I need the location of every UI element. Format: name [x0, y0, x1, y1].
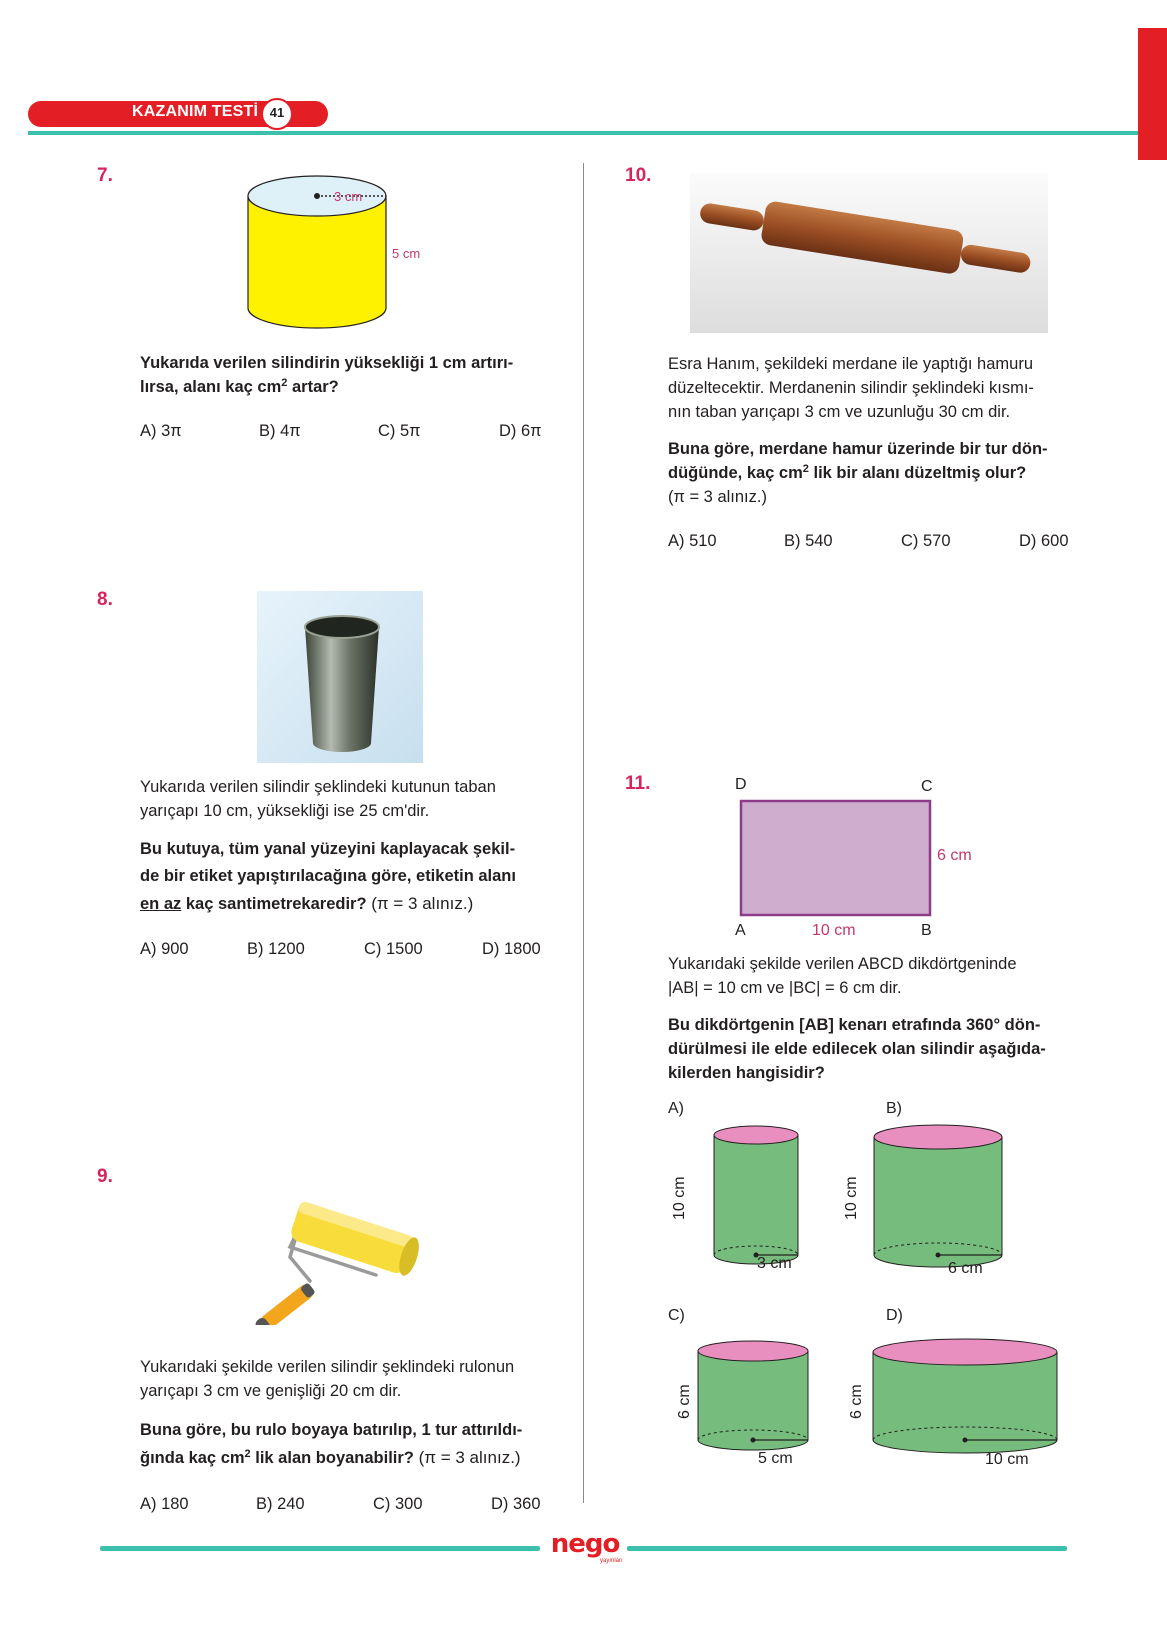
q11-number: 11. — [625, 773, 651, 794]
q8-text-line-2: yarıçapı 10 cm, yüksekliği ise 25 cm'dir. — [140, 802, 430, 820]
edge-tab-red-1 — [1138, 28, 1167, 160]
q11-question-line-1: Bu dikdörtgenin [AB] kenarı etrafında 360° dön- — [668, 1016, 1041, 1034]
q8-question-bold-end: kaç santimetrekaredir? — [181, 895, 367, 913]
q11-question-line-2: dürülmesi ile elde edilecek olan silindir aşağıda- — [668, 1040, 1046, 1058]
q10-question-end: lik bir alanı düzeltmiş olur? — [808, 464, 1027, 482]
q11-base-label: 10 cm — [812, 922, 856, 939]
column-divider — [583, 163, 584, 1503]
q9-question-pi-note: (π = 3 alınız.) — [413, 1448, 521, 1467]
q10-option-a[interactable]: A) 510 — [668, 532, 717, 550]
q11-choice-b-radius: 6 cm — [948, 1260, 983, 1277]
q9-text-line-2: yarıçapı 3 cm ve genişliği 20 cm dir. — [140, 1382, 402, 1400]
q11-choice-c-letter[interactable]: C) — [668, 1307, 685, 1324]
q7-option-d[interactable]: D) 6π — [499, 422, 542, 440]
header-graphics — [0, 0, 1167, 160]
q7-radius-label: 3 cm — [334, 189, 363, 204]
q9-option-d[interactable]: D) 360 — [491, 1495, 541, 1513]
q10-question-line-1: Buna göre, merdane hamur üzerinde bir tur dön- — [668, 440, 1048, 458]
q9-options — [140, 1495, 541, 1514]
q8-question-pi-note: (π = 3 alınız.) — [366, 894, 474, 913]
q10-option-c[interactable]: C) 570 — [901, 532, 951, 550]
q8-question-line-1: Bu kutuya, tüm yanal yüzeyini kaplayacak şekil- — [140, 840, 516, 858]
q11-text-line-2: |AB| = 10 cm ve |BC| = 6 cm dir. — [668, 979, 902, 997]
q11-question — [668, 1013, 1074, 1085]
q7-number: 7. — [97, 165, 113, 186]
q8-text-line-1: Yukarıda verilen silindir şeklindeki kutunun taban — [140, 778, 496, 796]
q7-question-part: lırsa, alanı kaç cm — [140, 378, 282, 396]
q9-text-line-1: Yukarıdaki şekilde verilen silindir şeklindeki rulonun — [140, 1358, 515, 1376]
q7-question — [140, 351, 545, 399]
q8-question-underlined: en az — [140, 895, 182, 913]
q8-question-line-2: de bir etiket yapıştırılacağına göre, etiketin alanı — [140, 867, 516, 885]
q9-option-a[interactable]: A) 180 — [140, 1495, 189, 1513]
q9-option-b[interactable]: B) 240 — [256, 1495, 305, 1513]
q10-number: 10. — [625, 165, 652, 186]
q11-vertex-a: A — [735, 922, 746, 939]
q10-question — [668, 437, 1074, 509]
q10-question-sup: 2 — [802, 463, 809, 475]
q11-choice-a-radius: 3 cm — [757, 1255, 792, 1272]
q11-choice-a-height: 10 cm — [671, 1176, 688, 1220]
footer-line-left — [100, 1546, 540, 1551]
footer-logo: nego — [550, 1529, 620, 1559]
q7-option-a[interactable]: A) 3π — [140, 422, 182, 440]
q11-choice-d-radius: 10 cm — [985, 1451, 1029, 1468]
q9-paint-roller-photo — [250, 1195, 450, 1325]
q8-can-photo — [257, 591, 423, 763]
q11-choice-cylinders — [668, 1120, 1078, 1480]
q10-options — [668, 532, 1069, 551]
q8-option-b[interactable]: B) 1200 — [247, 940, 305, 958]
q11-choice-a-letter[interactable]: A) — [668, 1100, 684, 1117]
q8-text — [140, 775, 544, 823]
footer-logo-sub: yayınları — [600, 1558, 623, 1564]
q11-choice-d-height: 6 cm — [848, 1384, 865, 1419]
q11-choice-c-cylinder[interactable] — [698, 1341, 808, 1450]
q11-vertex-b: B — [921, 922, 932, 939]
q11-vertex-c: C — [921, 778, 933, 795]
q10-text — [668, 352, 1074, 424]
footer-line-right — [627, 1546, 1067, 1551]
q9-number: 9. — [97, 1166, 113, 1187]
q11-choice-c-radius: 5 cm — [758, 1450, 793, 1467]
q11-choice-b-letter[interactable]: B) — [886, 1100, 902, 1117]
q10-text-line-3: nın taban yarıçapı 3 cm ve uzunluğu 30 cm dir. — [668, 403, 1011, 421]
q11-text — [668, 952, 1074, 1000]
q11-vertex-d: D — [735, 776, 747, 793]
q10-text-line-2: düzeltecektir. Merdanenin silindir şeklindeki kısmı- — [668, 379, 1034, 397]
q7-question-line-1: Yukarıda verilen silindirin yüksekliği 1 cm artırı- — [140, 354, 514, 372]
q9-question-bold-end: lik alan boyanabilir? — [250, 1449, 414, 1467]
q9-question-sup: 2 — [244, 1448, 251, 1460]
q10-option-d[interactable]: D) 600 — [1019, 532, 1069, 550]
q7-option-b[interactable]: B) 4π — [259, 422, 301, 440]
q11-rectangle-figure — [735, 796, 935, 920]
q11-side-label: 6 cm — [937, 847, 972, 864]
q11-choice-d-letter[interactable]: D) — [886, 1307, 903, 1324]
q8-option-a[interactable]: A) 900 — [140, 940, 189, 958]
q10-pi-note: (π = 3 alınız.) — [668, 488, 767, 506]
q9-text — [140, 1355, 545, 1403]
q8-options — [140, 940, 541, 959]
q10-question-part: düğünde, kaç cm — [668, 464, 803, 482]
q9-option-c[interactable]: C) 300 — [373, 1495, 423, 1513]
q11-text-line-1: Yukarıdaki şekilde verilen ABCD dikdörtgeninde — [668, 955, 1017, 973]
q7-question-end: artar? — [287, 378, 339, 396]
q8-question-line-3 — [140, 890, 544, 918]
test-number: 41 — [269, 105, 285, 120]
q9-question-line-2 — [140, 1444, 545, 1472]
q10-question-line-2 — [668, 461, 1074, 485]
q7-option-c[interactable]: C) 5π — [378, 422, 421, 440]
q11-choice-a-cylinder[interactable] — [714, 1126, 798, 1264]
header-teal-line — [28, 131, 1167, 135]
q8-number: 8. — [97, 589, 113, 610]
header-title: KAZANIM TESTİ — [132, 103, 259, 120]
q7-options — [140, 422, 542, 441]
q8-option-d[interactable]: D) 1800 — [482, 940, 541, 958]
q11-choice-d-cylinder[interactable] — [873, 1339, 1057, 1453]
q8-option-c[interactable]: C) 1500 — [364, 940, 423, 958]
q10-text-line-1: Esra Hanım, şekildeki merdane ile yaptığı hamuru — [668, 355, 1033, 373]
q9-question — [140, 1416, 545, 1472]
q7-question-sup: 2 — [281, 377, 288, 389]
q11-question-line-3: kilerden hangisidir? — [668, 1064, 825, 1082]
q10-rolling-pin-photo — [690, 173, 1048, 333]
q11-choice-c-height: 6 cm — [676, 1384, 693, 1419]
q11-choice-b-cylinder[interactable] — [874, 1125, 1002, 1267]
q9-question-part: ğında kaç cm — [140, 1449, 245, 1467]
q10-option-b[interactable]: B) 540 — [784, 532, 833, 550]
q7-question-line-2 — [140, 375, 545, 399]
q8-question — [140, 836, 544, 918]
q11-choice-b-height: 10 cm — [843, 1176, 860, 1220]
q9-question-line-1: Buna göre, bu rulo boyaya batırılıp, 1 tur attırıldı- — [140, 1421, 523, 1439]
q7-height-label: 5 cm — [392, 246, 421, 261]
